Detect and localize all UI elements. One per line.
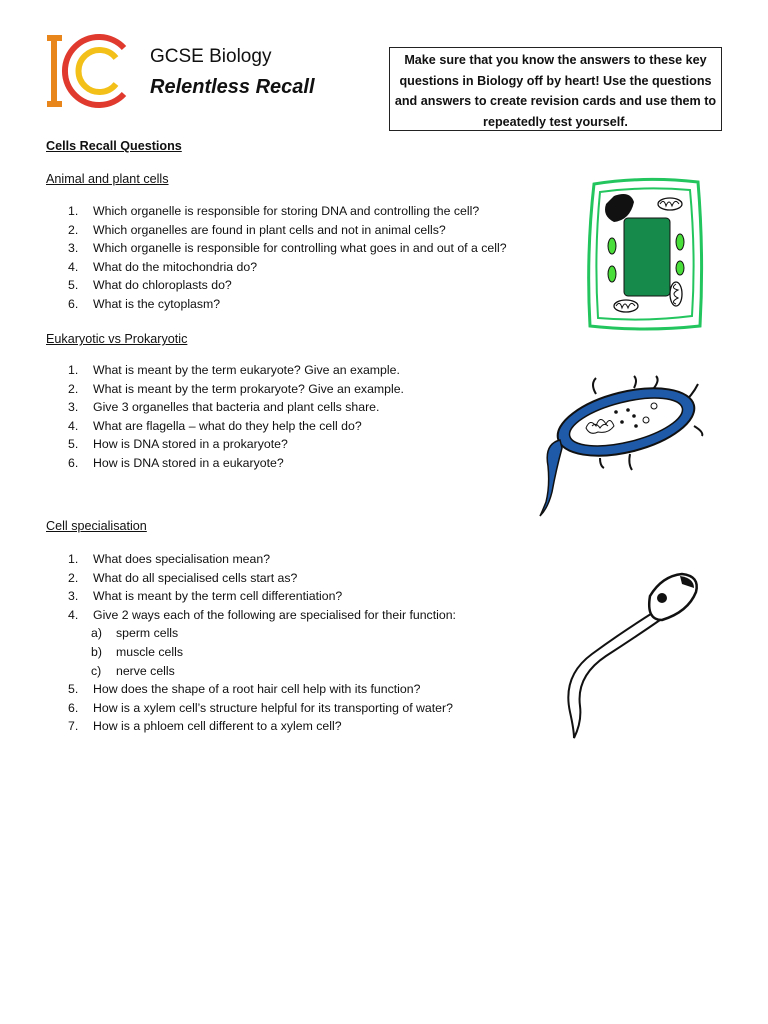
question-text: What do all specialised cells start as? [93,570,298,585]
question-text: How is a xylem cell’s structure helpful for its transporting of water? [93,700,453,715]
question-text: What does specialisation mean? [93,552,271,566]
question-number: 6. [68,700,79,715]
question-number: 3. [68,400,79,415]
question-text: What is meant by the term prokaryote? Give an example. [93,381,404,396]
question-text: What is meant by the term cell differentiation? [93,589,343,604]
question-item [46,454,404,473]
question-number: 4. [68,259,79,274]
question-item [46,699,456,718]
plant-cell-image [584,176,706,332]
question-item [46,680,456,699]
question-number: 2. [68,570,79,585]
question-text: What do the mitochondria do? [93,259,258,274]
question-text: How does the shape of a root hair cell help with its function? [93,682,421,697]
question-item [46,221,507,240]
section-heading-specialisation: Cell specialisation [46,519,147,533]
question-item [46,361,404,380]
question-number: 6. [68,455,79,470]
question-number: 5. [68,278,79,293]
question-item [46,258,507,277]
question-text: How is DNA stored in a eukaryote? [93,455,284,470]
question-number: 1. [68,363,79,377]
question-number: 1. [68,204,79,218]
question-number: 2. [68,222,79,237]
instruction-box: Make sure that you know the answers to these key questions in Biology off by heart! Use the questions and answers to create revision cards and use them to repeatedly test yourself. [389,47,722,131]
question-text: Give 3 organelles that bacteria and plant cells share. [93,400,380,415]
question-text: Give 2 ways each of the following are specialised for their function: [93,607,456,622]
question-list-animal-plant [46,202,507,314]
question-number: 3. [68,241,79,256]
sperm-cell-image [562,572,702,742]
question-list-specialisation [46,550,456,736]
question-item [46,569,456,588]
question-number: b) [91,644,102,659]
question-item [46,550,456,569]
question-number: a) [91,626,102,641]
question-text: sperm cells [116,626,179,641]
sub-question-item [46,662,456,681]
question-item [46,276,507,295]
question-text: Which organelle is responsible for storing DNA and controlling the cell? [93,204,480,218]
question-text: How is DNA stored in a prokaryote? [93,437,288,452]
bacteria-cell-image [534,374,706,518]
question-number: 6. [68,296,79,311]
question-text: How is a phloem cell different to a xylem cell? [93,719,342,734]
question-number: 2. [68,381,79,396]
section-heading-animal-plant: Animal and plant cells [46,172,169,186]
sub-question-item [46,624,456,643]
question-text: Which organelle is responsible for controlling what goes in and out of a cell? [93,241,507,256]
question-text: What is meant by the term eukaryote? Give an example. [93,363,400,377]
document-title: Relentless Recall [150,76,315,98]
question-number: c) [91,663,102,678]
subject-title: GCSE Biology [150,46,272,67]
question-item [46,295,507,314]
question-item [46,239,507,258]
question-item [46,606,456,625]
question-item [46,380,404,399]
sub-question-item [46,643,456,662]
question-number: 5. [68,437,79,452]
question-list-eukaryotic [46,361,404,473]
question-text: Which organelles are found in plant cells and not in animal cells? [93,222,446,237]
question-number: 3. [68,589,79,604]
question-item [46,417,404,436]
question-item [46,717,456,736]
page-heading: Cells Recall Questions [46,139,182,153]
question-number: 4. [68,607,79,622]
question-text: What is the cytoplasm? [93,296,221,311]
question-text: What do chloroplasts do? [93,278,232,293]
question-item [46,435,404,454]
question-number: 4. [68,418,79,433]
vacuole-shape [624,218,670,296]
question-text: What are flagella – what do they help the cell do? [93,418,362,433]
ic-logo [44,34,132,108]
section-heading-eukaryotic: Eukaryotic vs Prokaryotic [46,332,188,346]
question-item [46,202,507,221]
question-item [46,587,456,606]
question-number: 5. [68,682,79,697]
question-number: 1. [68,552,79,566]
question-text: nerve cells [116,663,175,678]
question-text: muscle cells [116,644,183,659]
question-number: 7. [68,719,79,734]
question-item [46,398,404,417]
